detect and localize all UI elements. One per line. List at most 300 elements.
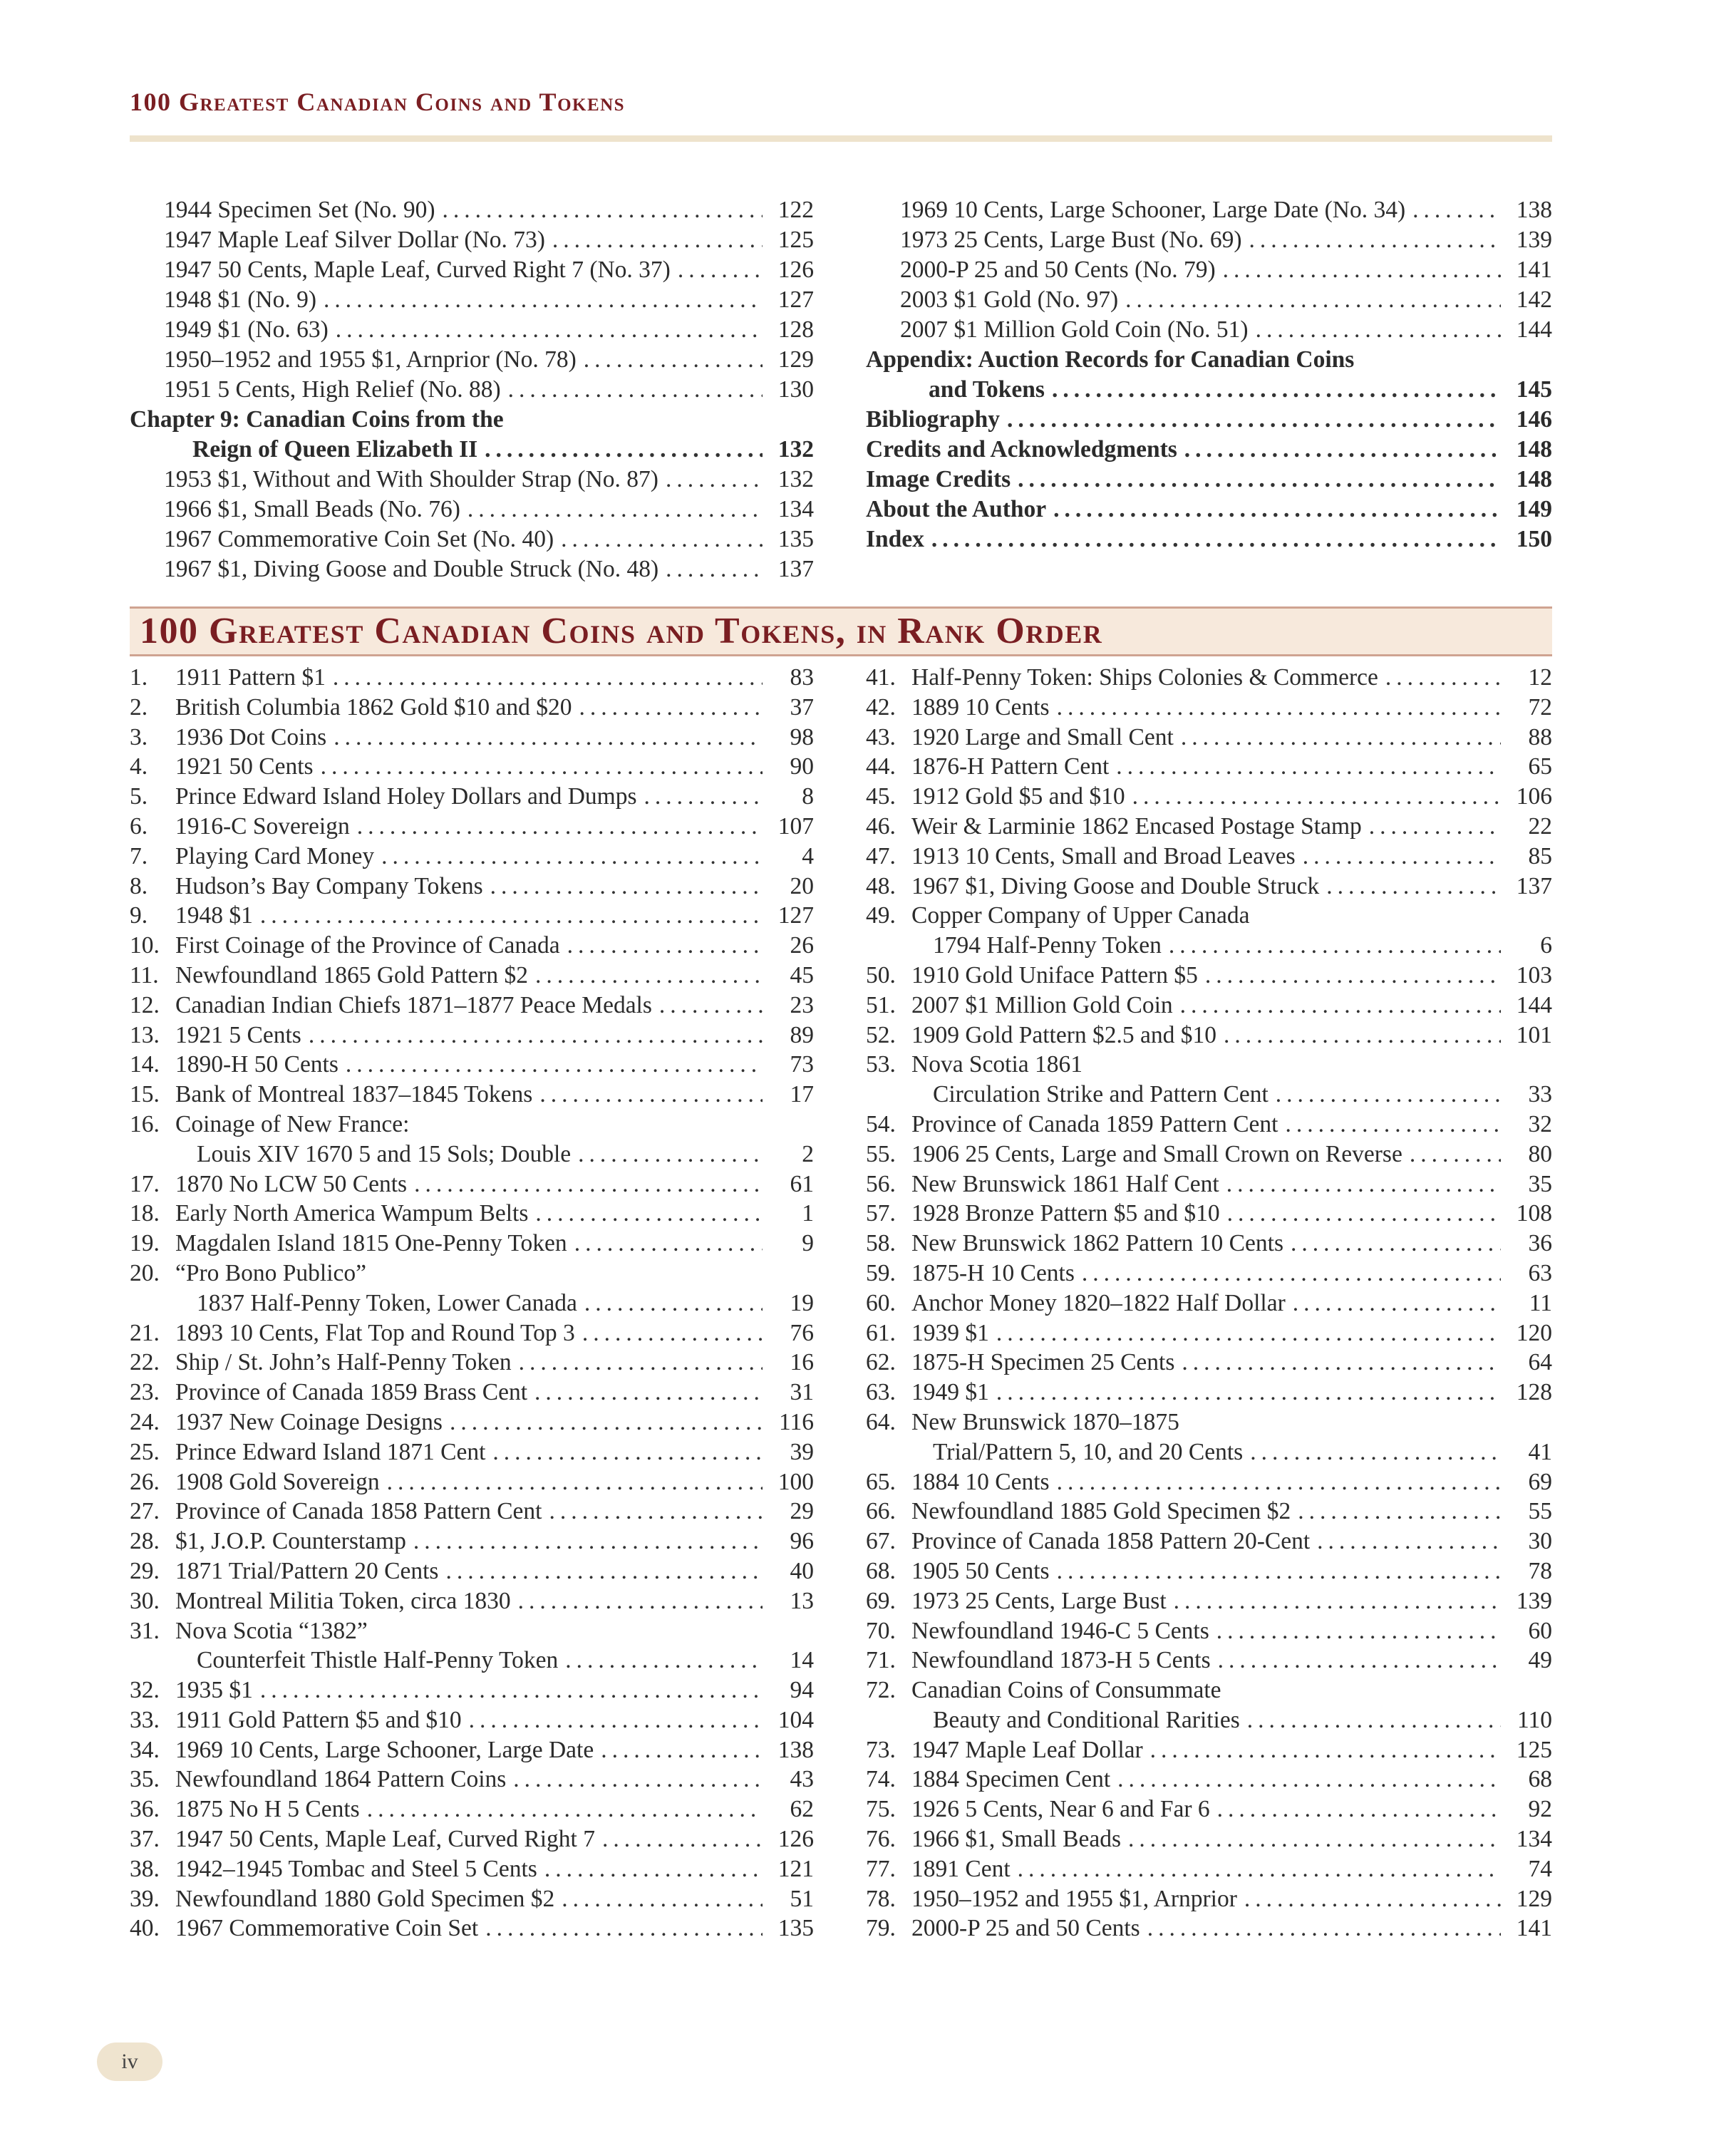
dot-leader (1256, 316, 1501, 344)
dot-leader (1217, 1796, 1501, 1823)
dot-leader (582, 1320, 763, 1347)
rank-entry (866, 1707, 1552, 1737)
rank-title: 1973 25 Cents, Large Bust (911, 1587, 1167, 1614)
rank-number: 69. (866, 1587, 896, 1614)
rank-title: Early North America Wampum Belts (175, 1200, 529, 1227)
toc-entry-title: 1969 10 Cents, Large Schooner, Large Date (No. 34) (900, 197, 1406, 223)
dot-leader (1180, 992, 1501, 1019)
rank-title: Magdalen Island 1815 One-Penny Token (175, 1230, 567, 1257)
toc-entry-title: Bibliography (866, 406, 1001, 433)
rank-title: Trial/Pattern 5, 10, and 20 Cents (933, 1438, 1244, 1465)
dot-leader (260, 902, 763, 929)
rank-page: 141 (1516, 1915, 1552, 1942)
rank-number: 75. (866, 1796, 896, 1823)
toc-entry (130, 526, 814, 556)
rank-page: 85 (1528, 842, 1552, 869)
toc-entry-page: 127 (777, 286, 814, 313)
rank-page: 6 (1540, 932, 1552, 959)
rank-number: 10. (130, 932, 160, 959)
toc-entry (866, 346, 1552, 376)
dot-leader (1018, 466, 1501, 493)
toc-entry (866, 316, 1552, 346)
toc-entry (130, 346, 814, 376)
rank-entry (130, 694, 814, 724)
rank-title: Province of Canada 1858 Pattern Cent (175, 1498, 542, 1525)
dot-leader (602, 1826, 763, 1853)
rank-page: 4 (802, 842, 814, 869)
rank-entry (130, 1379, 814, 1409)
dot-leader (561, 526, 763, 553)
rank-entry (866, 902, 1552, 932)
rank-title: Half-Penny Token: Ships Colonies & Commerce (911, 664, 1378, 691)
toc-entry (866, 257, 1552, 286)
dot-leader (584, 1290, 763, 1317)
rank-entry (866, 1260, 1552, 1290)
toc-left-column (130, 197, 814, 586)
rank-entry (866, 1081, 1552, 1111)
rank-page: 20 (790, 872, 814, 899)
rank-page: 19 (790, 1289, 814, 1316)
rank-number: 72. (866, 1677, 896, 1704)
rank-page: 51 (790, 1885, 814, 1912)
dot-leader (1018, 1856, 1501, 1883)
toc-entry (130, 316, 814, 346)
rank-page: 138 (777, 1736, 814, 1763)
dot-leader (490, 873, 763, 900)
rank-entry (866, 1379, 1552, 1409)
rank-entry (130, 1051, 814, 1081)
toc-entry (866, 227, 1552, 257)
rank-page: 60 (1528, 1617, 1552, 1644)
rank-entry (130, 1528, 814, 1558)
rank-number: 73. (866, 1736, 896, 1763)
toc-entry-title: Chapter 9: Canadian Coins from the (130, 406, 504, 433)
rank-page: 103 (1516, 961, 1552, 988)
rank-page: 129 (1516, 1885, 1552, 1912)
toc-entry-page: 142 (1516, 286, 1552, 313)
rank-entry (130, 1260, 814, 1290)
rank-title: 1921 5 Cents (175, 1021, 301, 1048)
rank-number: 35. (130, 1766, 160, 1793)
dot-leader (309, 1022, 763, 1049)
dot-leader (450, 1409, 763, 1436)
rank-title: Prince Edward Island 1871 Cent (175, 1438, 486, 1465)
rank-entry (130, 1469, 814, 1499)
rank-entry (866, 813, 1552, 843)
rank-entry (866, 664, 1552, 694)
rank-page: 100 (777, 1468, 814, 1495)
rank-title: 1884 10 Cents (911, 1468, 1050, 1495)
rank-title: Province of Canada 1858 Pattern 20-Cent (911, 1528, 1311, 1555)
rank-title: 1906 25 Cents, Large and Small Crown on Reverse (911, 1140, 1402, 1167)
rank-page: 11 (1529, 1289, 1552, 1316)
toc-entry (130, 436, 814, 466)
rank-page: 134 (1516, 1826, 1552, 1853)
rank-title: 1969 10 Cents, Large Schooner, Large Date (175, 1736, 594, 1763)
rank-number: 52. (866, 1021, 896, 1048)
rank-number: 20. (130, 1259, 160, 1286)
rank-title: 1794 Half-Penny Token (933, 932, 1162, 959)
rank-order-heading: 100 Greatest Canadian Coins and Tokens, in Rank Order (140, 611, 1103, 651)
toc-entry (866, 197, 1552, 227)
toc-entry-title: 1966 $1, Small Beads (No. 76) (164, 496, 460, 522)
rank-page: 89 (790, 1021, 814, 1048)
dot-leader (574, 1230, 763, 1257)
dot-leader (1007, 406, 1501, 433)
toc-entry-title: Appendix: Auction Records for Canadian Coins (866, 346, 1355, 373)
rank-title: 1911 Pattern $1 (175, 664, 326, 691)
dot-leader (519, 1349, 763, 1376)
rank-number: 21. (130, 1319, 160, 1346)
rank-page: 92 (1528, 1796, 1552, 1823)
rank-number: 9. (130, 902, 148, 929)
dot-leader (1174, 1588, 1501, 1615)
rank-entry (130, 1558, 814, 1588)
toc-entry-title: Image Credits (866, 466, 1011, 492)
rank-title: 1920 Large and Small Cent (911, 723, 1174, 750)
rank-page: 135 (777, 1915, 814, 1942)
rank-page: 8 (802, 783, 814, 810)
dot-leader (1132, 783, 1501, 810)
toc-entry-title: 2000-P 25 and 50 Cents (No. 79) (900, 257, 1216, 283)
rank-number: 37. (130, 1826, 160, 1853)
rank-title: 1912 Gold $5 and $10 (911, 783, 1125, 810)
rank-title: New Brunswick 1862 Pattern 10 Cents (911, 1230, 1283, 1257)
toc-entry (866, 466, 1552, 496)
toc-entry-title: and Tokens (929, 376, 1045, 403)
toc-entry-page: 141 (1516, 257, 1552, 283)
rank-page: 108 (1516, 1200, 1552, 1227)
rank-number: 18. (130, 1200, 160, 1227)
toc-entry-title: 2007 $1 Million Gold Coin (No. 51) (900, 316, 1249, 343)
dot-leader (562, 1886, 763, 1913)
toc-entry (130, 227, 814, 257)
rank-title: Louis XIV 1670 5 and 15 Sols; Double (197, 1140, 572, 1167)
dot-leader (535, 1200, 763, 1227)
dot-leader (445, 1558, 763, 1585)
dot-leader (1250, 1439, 1501, 1466)
dot-leader (1117, 1766, 1501, 1793)
rank-entry (130, 1200, 814, 1230)
rank-entry (866, 1498, 1552, 1528)
rank-entry (130, 1439, 814, 1469)
rank-page: 32 (1528, 1110, 1552, 1137)
toc-entry-page: 137 (777, 556, 814, 582)
dot-leader (1276, 1081, 1501, 1108)
toc-entry-title: 1953 $1, Without and With Shoulder Strap (No. 87) (164, 466, 658, 492)
dot-leader (1249, 227, 1501, 254)
dot-leader (1410, 1141, 1501, 1168)
dot-leader (1369, 813, 1501, 840)
rank-entry (866, 694, 1552, 724)
dot-leader (1326, 873, 1501, 900)
rank-page: 69 (1528, 1468, 1552, 1495)
rank-page: 98 (790, 723, 814, 750)
page-number: iv (121, 2050, 138, 2073)
rank-entry (866, 873, 1552, 903)
rank-entry (130, 1915, 814, 1945)
dot-leader (1057, 1558, 1501, 1585)
dot-leader (260, 1677, 763, 1704)
rank-entry (866, 1141, 1552, 1171)
rank-title: 1908 Gold Sovereign (175, 1468, 380, 1495)
dot-leader (1053, 496, 1501, 523)
dot-leader (578, 1141, 763, 1168)
rank-entry (130, 843, 814, 873)
rank-entry (130, 1796, 814, 1826)
dot-leader (1169, 932, 1501, 959)
rank-number: 41. (866, 664, 896, 691)
dot-leader (552, 227, 763, 254)
rank-page: 12 (1528, 664, 1552, 691)
toc-entry-title: About the Author (866, 496, 1047, 522)
toc-entry-page: 139 (1516, 227, 1552, 253)
rank-page: 96 (790, 1528, 814, 1555)
rank-title: First Coinage of the Province of Canada (175, 932, 560, 959)
dot-leader (1181, 724, 1501, 751)
rank-entry (866, 1111, 1552, 1141)
toc-entry (866, 496, 1552, 526)
rank-page: 110 (1517, 1706, 1552, 1733)
dot-leader (1317, 1528, 1501, 1555)
dot-leader (387, 1469, 763, 1496)
rank-page: 127 (777, 902, 814, 929)
rank-number: 46. (866, 812, 896, 840)
toc-entry (866, 406, 1552, 436)
rank-page: 144 (1516, 991, 1552, 1018)
rank-entry (866, 1886, 1552, 1916)
dot-leader (513, 1766, 763, 1793)
rank-number: 64. (866, 1408, 896, 1435)
rank-number: 43. (866, 723, 896, 750)
rank-number: 17. (130, 1170, 160, 1197)
dot-leader (659, 992, 763, 1019)
rank-page: 41 (1528, 1438, 1552, 1465)
dot-leader (539, 1081, 763, 1108)
rank-entry (866, 1439, 1552, 1469)
dot-leader (508, 376, 763, 403)
rank-entry (866, 783, 1552, 813)
rank-title: Nova Scotia 1861 (911, 1051, 1083, 1078)
toc-entry-title: 1944 Specimen Set (No. 90) (164, 197, 435, 223)
toc-entry (130, 286, 814, 316)
rank-title: Circulation Strike and Pattern Cent (933, 1081, 1269, 1108)
dot-leader (1216, 1618, 1501, 1645)
rank-number: 57. (866, 1200, 896, 1227)
toc-entry-page: 132 (777, 466, 814, 492)
rank-number: 50. (866, 961, 896, 988)
toc-entry (130, 376, 814, 406)
rank-entry (866, 932, 1552, 962)
rank-entry (130, 783, 814, 813)
dot-leader (1412, 197, 1501, 224)
rank-number: 60. (866, 1289, 896, 1316)
toc-entry-page: 122 (777, 197, 814, 223)
dot-leader (381, 843, 763, 870)
dot-leader (996, 1379, 1501, 1406)
dot-leader (601, 1737, 763, 1764)
rank-right-column (866, 664, 1552, 1945)
rank-title: 1967 Commemorative Coin Set (175, 1915, 479, 1942)
toc-entry-title: 1951 5 Cents, High Relief (No. 88) (164, 376, 501, 403)
rank-entry (130, 1588, 814, 1618)
rank-title: Weir & Larminie 1862 Encased Postage Stamp (911, 812, 1362, 840)
rank-page: 9 (802, 1230, 814, 1257)
rank-page: 23 (790, 991, 814, 1018)
rank-title: 1837 Half-Penny Token, Lower Canada (197, 1289, 577, 1316)
rank-page: 78 (1528, 1557, 1552, 1584)
rank-number: 70. (866, 1617, 896, 1644)
rank-entry (866, 1349, 1552, 1379)
rank-page: 29 (790, 1498, 814, 1525)
rank-title: Nova Scotia “1382” (175, 1617, 368, 1644)
rank-title: 1870 No LCW 50 Cents (175, 1170, 408, 1197)
rank-page: 104 (777, 1706, 814, 1733)
rank-page: 17 (790, 1081, 814, 1108)
rank-entry (866, 1230, 1552, 1260)
rank-entry (866, 1618, 1552, 1648)
rank-number: 24. (130, 1408, 160, 1435)
dot-leader (584, 346, 763, 373)
toc-entry (130, 496, 814, 526)
rank-left-column (130, 664, 814, 1945)
rank-title: British Columbia 1862 Gold $10 and $20 (175, 693, 572, 721)
rank-order-banner (130, 606, 1552, 656)
rank-number: 51. (866, 991, 896, 1018)
dot-leader (1218, 1647, 1501, 1674)
rank-page: 39 (790, 1438, 814, 1465)
dot-leader (1125, 286, 1501, 314)
rank-entry (130, 1141, 814, 1171)
rank-entry (866, 724, 1552, 754)
rank-entry (866, 1796, 1552, 1826)
rank-page: 83 (790, 664, 814, 691)
rank-page: 72 (1528, 693, 1552, 721)
rank-page: 128 (1516, 1379, 1552, 1406)
rank-number: 65. (866, 1468, 896, 1495)
rank-entry (130, 1111, 814, 1141)
rank-number: 39. (130, 1885, 160, 1912)
rank-title: Counterfeit Thistle Half-Penny Token (197, 1647, 559, 1674)
toc-entry-title: 1947 Maple Leaf Silver Dollar (No. 73) (164, 227, 545, 253)
rank-page: 14 (790, 1647, 814, 1674)
rank-number: 71. (866, 1647, 896, 1674)
toc-entry (130, 406, 814, 436)
dot-leader (1082, 1260, 1501, 1287)
dot-leader (336, 316, 763, 344)
rank-entry (866, 1022, 1552, 1052)
rank-title: 1966 $1, Small Beads (911, 1826, 1122, 1853)
dot-leader (1116, 753, 1501, 780)
rank-title: Province of Canada 1859 Brass Cent (175, 1379, 528, 1406)
rank-entry (130, 992, 814, 1022)
rank-entry (130, 1737, 814, 1767)
rank-title: Anchor Money 1820–1822 Half Dollar (911, 1289, 1286, 1316)
rank-number: 68. (866, 1557, 896, 1584)
rank-number: 67. (866, 1528, 896, 1555)
rank-entry (130, 724, 814, 754)
toc-entry-title: 1950–1952 and 1955 $1, Arnprior (No. 78) (164, 346, 577, 373)
rank-number: 5. (130, 783, 148, 810)
rank-number: 40. (130, 1915, 160, 1942)
rank-entry (130, 962, 814, 992)
toc-entry (130, 197, 814, 227)
dot-leader (1057, 694, 1501, 721)
rank-page: 106 (1516, 783, 1552, 810)
toc-entry-page: 129 (777, 346, 814, 373)
rank-title: Newfoundland 1873-H 5 Cents (911, 1647, 1211, 1674)
rank-title: $1, J.O.P. Counterstamp (175, 1528, 406, 1555)
rank-number: 19. (130, 1230, 160, 1257)
toc-entry-title: 1947 50 Cents, Maple Leaf, Curved Right 7 (No. 37) (164, 257, 671, 283)
rank-entry (130, 1230, 814, 1260)
dot-leader (549, 1498, 763, 1525)
toc-entry (866, 286, 1552, 316)
rank-title: 1889 10 Cents (911, 693, 1050, 721)
rank-page: 101 (1516, 1021, 1552, 1048)
toc-entry (130, 466, 814, 496)
toc-entry-title: 2003 $1 Gold (No. 97) (900, 286, 1119, 313)
dot-leader (413, 1528, 763, 1555)
rank-page: 35 (1528, 1170, 1552, 1197)
rank-title: New Brunswick 1870–1875 (911, 1408, 1179, 1435)
rank-title: 1875-H 10 Cents (911, 1259, 1075, 1286)
rank-page: 61 (790, 1170, 814, 1197)
toc-entry-title: Credits and Acknowledgments (866, 436, 1177, 463)
rank-title: 2007 $1 Million Gold Coin (911, 991, 1173, 1018)
rank-entry (130, 664, 814, 694)
rank-number: 74. (866, 1766, 896, 1793)
rank-page: 65 (1528, 753, 1552, 780)
rank-entry (866, 753, 1552, 783)
rank-title: Newfoundland 1865 Gold Pattern $2 (175, 961, 528, 988)
rank-title: 1949 $1 (911, 1379, 989, 1406)
rank-number: 53. (866, 1051, 896, 1078)
rank-page: 22 (1528, 812, 1552, 840)
rank-entry (866, 1647, 1552, 1677)
dot-leader (1224, 1022, 1501, 1049)
rank-page: 107 (777, 812, 814, 840)
rank-title: 1891 Cent (911, 1855, 1011, 1882)
dot-leader (334, 724, 763, 751)
rank-number: 44. (866, 753, 896, 780)
toc-entry-page: 148 (1516, 436, 1552, 463)
toc-entry-page: 128 (777, 316, 814, 343)
dot-leader (1057, 1469, 1501, 1496)
rank-entry (866, 1737, 1552, 1767)
rank-number: 55. (866, 1140, 896, 1167)
rank-entry (866, 843, 1552, 873)
rank-title: New Brunswick 1861 Half Cent (911, 1170, 1219, 1197)
rank-number: 62. (866, 1349, 896, 1376)
rank-title: 1871 Trial/Pattern 20 Cents (175, 1557, 439, 1584)
rank-page: 121 (777, 1855, 814, 1882)
rank-entry (130, 1349, 814, 1379)
rank-entry (866, 1677, 1552, 1707)
rank-page: 125 (1516, 1736, 1552, 1763)
toc-entry (130, 257, 814, 286)
rank-entry (130, 1856, 814, 1886)
rank-page: 31 (790, 1379, 814, 1406)
dot-leader (1303, 843, 1501, 870)
rank-title: 1948 $1 (175, 902, 253, 929)
rank-page: 126 (777, 1826, 814, 1853)
rank-title: Newfoundland 1880 Gold Specimen $2 (175, 1885, 555, 1912)
rank-entry (866, 992, 1552, 1022)
running-head: 100 Greatest Canadian Coins and Tokens (130, 88, 626, 116)
rank-number: 15. (130, 1081, 160, 1108)
rank-title: 1893 10 Cents, Flat Top and Round Top 3 (175, 1319, 575, 1346)
